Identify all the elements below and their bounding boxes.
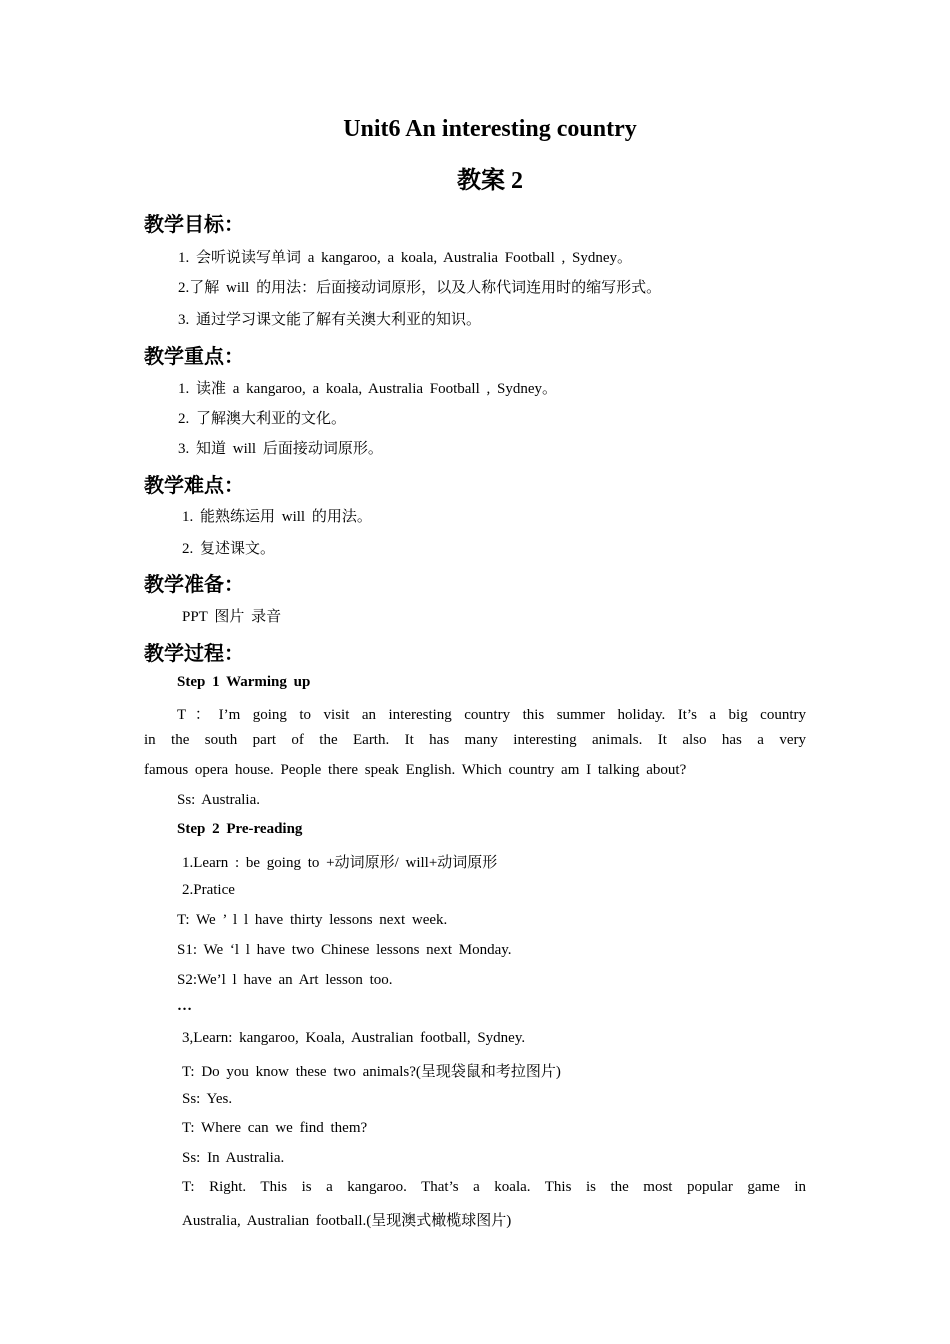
dialogue-line: Ss: In Australia.	[182, 1150, 285, 1166]
dialogue-line: 3,Learn: kangaroo, Koala, Australian football, Sydney.	[182, 1030, 526, 1046]
dialogue-line: S2:We’l l have an Art lesson too.	[177, 972, 393, 988]
dialogue-line: 2.Pratice	[182, 882, 235, 898]
difficulty-item: 2. 复述课文。	[182, 541, 276, 557]
key-points-heading: 教学重点：	[144, 346, 244, 368]
dialogue-line: Australia, Australian football.(呈现澳式橄榄球图片)	[182, 1213, 512, 1229]
key-point-item: 1. 读准 a kangaroo, a koala, Australia Football , Sydney。	[178, 381, 558, 397]
key-point-item: 2. 了解澳大利亚的文化。	[178, 411, 347, 427]
difficulties-heading: 教学难点：	[144, 475, 244, 497]
step1-students-line: Ss: Australia.	[177, 792, 261, 808]
objective-item: 3. 通过学习课文能了解有关澳大利亚的知识。	[178, 312, 482, 328]
document-subtitle: 教案 2	[457, 168, 523, 194]
step1-teacher-line: famous opera house. People there speak English. Which country am I talking about?	[144, 762, 687, 778]
dialogue-line: S1: We ‘l l have two Chinese lessons next Monday.	[177, 942, 512, 958]
step1-teacher-line: T：I’m going to visit an interesting country this summer holiday. It’s a big country	[177, 707, 806, 723]
dialogue-line: T: Do you know these two animals?(呈现袋鼠和考拉图片)	[182, 1064, 561, 1080]
preparation-heading: 教学准备：	[144, 574, 244, 596]
objective-item: 2.了解 will 的用法：后面接动词原形，以及人称代词连用时的缩写形式。	[178, 280, 662, 296]
step1-teacher-line: in the south part of the Earth. It has many interesting animals. It also has a very	[144, 732, 806, 748]
document-title: Unit6 An interesting country	[343, 116, 637, 142]
step1-title: Step 1 Warming up	[177, 674, 311, 690]
objectives-heading: 教学目标：	[144, 214, 244, 236]
difficulty-item: 1. 能熟练运用 will 的用法。	[182, 509, 372, 525]
objective-item: 1. 会听说读写单词 a kangaroo, a koala, Australia Football , Sydney。	[178, 250, 633, 266]
dialogue-line: 1.Learn : be going to +动词原形/ will+动词原形	[182, 855, 498, 871]
preparation-text: PPT 图片 录音	[182, 609, 282, 625]
step2-title: Step 2 Pre-reading	[177, 821, 303, 837]
dialogue-line: T: Right. This is a kangaroo. That’s a koala. This is the most popular game in	[182, 1179, 806, 1195]
process-heading: 教学过程：	[144, 643, 244, 665]
dialogue-line: T: Where can we find them?	[182, 1120, 368, 1136]
key-point-item: 3. 知道 will 后面接动词原形。	[178, 441, 383, 457]
dialogue-line: T: We ’ l l have thirty lessons next week.	[177, 912, 448, 928]
dialogue-line: Ss: Yes.	[182, 1091, 233, 1107]
ellipsis: …	[177, 998, 192, 1014]
